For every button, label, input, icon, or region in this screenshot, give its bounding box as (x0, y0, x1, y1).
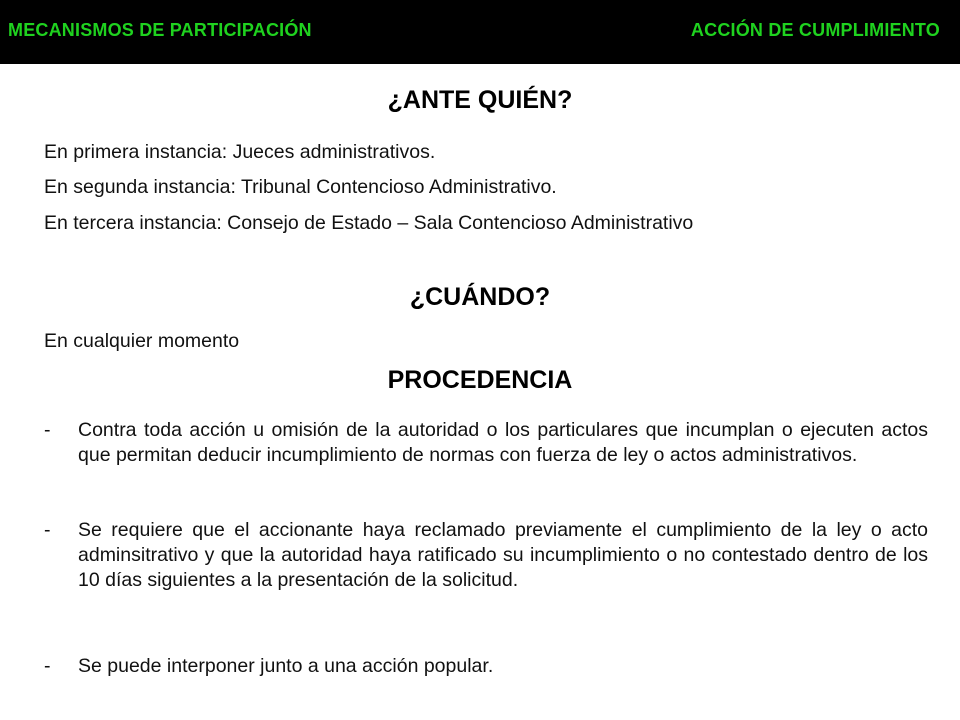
cuando-text: En cualquier momento (44, 330, 240, 352)
section-title-cuando: ¿CUÁNDO? (409, 283, 551, 311)
bullet-marker: - (44, 419, 51, 441)
section-title-procedencia: PROCEDENCIA (387, 366, 573, 394)
bullet-marker: - (44, 655, 51, 677)
instance-line-2: En segunda instancia: Tribunal Contencioso Administrativo. (44, 176, 557, 198)
instance-line-1: En primera instancia: Jueces administrativos. (44, 141, 436, 163)
header-right-title: ACCIÓN DE CUMPLIMIENTO (690, 20, 940, 40)
procedencia-item-3 (44, 654, 928, 679)
procedencia-item-2 (44, 518, 928, 593)
instance-line-3: En tercera instancia: Consejo de Estado – Sala Contencioso Administrativo (44, 212, 694, 234)
procedencia-item-text: Se puede interponer junto a una acción popular. (78, 655, 494, 677)
procedencia-item-text: Se requiere que el accionante haya reclamado previamente el cumplimiento de la ley o acto adminsitrativo y que la autoridad haya ratificado su incumplimiento o no contestado dentro de los 10 días siguientes a la presentación de la solicitud. (78, 519, 928, 591)
procedencia-item-text: Contra toda acción u omisión de la autoridad o los particulares que incumplan o ejecuten actos que permitan deducir incumplimiento de normas con fuerza de ley o actos administrativos. (78, 419, 928, 466)
header-left-title: MECANISMOS DE PARTICIPACIÓN (8, 20, 312, 40)
section-title-ante-quien: ¿ANTE QUIÉN? (387, 86, 573, 114)
procedencia-item-1 (44, 418, 928, 468)
header-bar (0, 0, 960, 64)
bullet-marker: - (44, 519, 51, 541)
